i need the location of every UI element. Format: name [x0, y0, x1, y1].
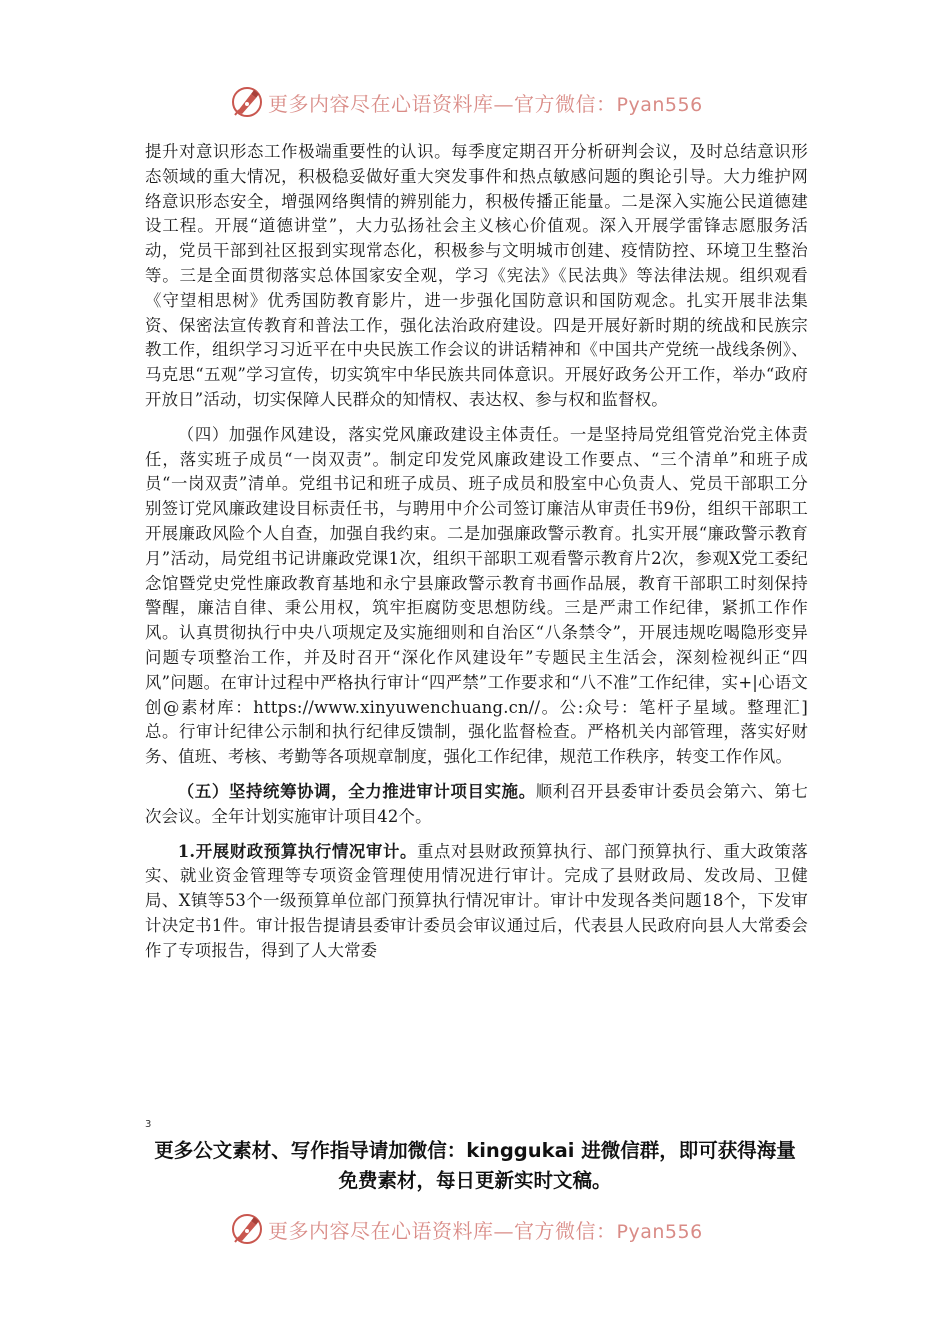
- document-body: [145, 140, 808, 964]
- header-banner-label: 更多内容尽在心语资料库—官方微信：: [268, 91, 617, 116]
- pen-nib-logo-icon: [230, 1212, 264, 1246]
- footer-banner: [0, 1211, 950, 1247]
- section-heading-five: （五）坚持统筹协调，全力推进审计项目实施。: [177, 781, 536, 801]
- footer-banner-text: [268, 1215, 703, 1244]
- pen-nib-logo-icon: [230, 85, 264, 119]
- subsection-heading-one: 1.开展财政预算执行情况审计。: [177, 841, 417, 861]
- footer-wechat-id: Pyan556: [616, 1220, 703, 1243]
- header-banner-text: [268, 88, 703, 117]
- footer-banner-label: 更多内容尽在心语资料库—官方微信：: [268, 1218, 617, 1243]
- header-banner: [0, 84, 950, 120]
- header-wechat-id: Pyan556: [616, 93, 703, 116]
- promo-text: 更多公文素材、写作指导请加微信：kinggukai 进微信群，即可获得海量免费素材，每日更新实时文稿。: [154, 1139, 796, 1192]
- page-marker: 3: [145, 1119, 152, 1130]
- paragraph-budget-audit: [145, 840, 808, 964]
- paragraph-audit-projects: [145, 780, 808, 830]
- paragraph-conduct: （四）加强作风建设，落实党风廉政建设主体责任。一是坚持局党组管党治党主体责任，落实班子成员“一岗双责”。制定印发党风廉政建设工作要点、“三个清单”和班子成员“一岗双责”清单。党组书记和班子成员、班子成员和股室中心负责人、党员干部职工分别签订党风廉政建设目标责任书，与聘用中介公司签订廉洁从审责任书9份，组织干部职工开展廉政风险个人自查，加强自我约束。二是加强廉政警示教育。扎实开展“廉政警示教育月”活动，局党组书记讲廉政党课1次，组织干部职工观看警示教育片2次，参观X党工委纪念馆暨党史党性廉政教育基地和永宁县廉政警示教育书画作品展，教育干部职工时刻保持警醒，廉洁自律、秉公用权，筑牢拒腐防变思想防线。三是严肃工作纪律，紧抓工作作风。认真贯彻执行中央八项规定及实施细则和自治区“八条禁令”，开展违规吃喝隐形变异问题专项整治工作，并及时召开“深化作风建设年”专题民主生活会，深刻检视纠正“四风”问题。在审计过程中严格执行审计“四严禁”工作要求和“八不准”工作纪律，实+|心语文创@素材库：https://www.xinyuwenchuang.cn//。公:众号：笔杆子星域。整理汇]总。行审计纪律公示制和执行纪律反馈制，强化监督检查。严格机关内部管理，落实好财务、值班、考核、考勤等各项规章制度，强化工作纪律，规范工作秩序，转变工作作风。: [145, 424, 808, 767]
- section-body-five: 顺利召开县委审计委员会第六、第七次会议。全年计划实施审计项目42个。: [145, 781, 808, 826]
- subsection-body-one: 重点对县财政预算执行、部门预算执行、重大政策落实、就业资金管理等专项资金管理使用情况进行审计。完成了县财政局、发改局、卫健局、X镇等53个一级预算单位部门预算执行情况审计。审计中发现各类问题18个，下发审计决定书1件。审计报告提请县委审计委员会审议通过后，代表县人民政府向县人大常委会作了专项报告，得到了人大常委: [145, 841, 808, 960]
- paragraph-ideology: 提升对意识形态工作极端重要性的认识。每季度定期召开分析研判会议，及时总结意识形态领域的重大情况，积极稳妥做好重大突发事件和热点敏感问题的舆论引导。大力维护网络意识形态安全，增强网络舆情的辨别能力，积极传播正能量。二是深入实施公民道德建设工程。开展“道德讲堂”，大力弘扬社会主义核心价值观。深入开展学雷锋志愿服务活动，党员干部到社区报到实现常态化，积极参与文明城市创建、疫情防控、环境卫生整治等。三是全面贯彻落实总体国家安全观，学习《宪法》《民法典》等法律法规。组织观看《守望相思树》优秀国防教育影片，进一步强化国防意识和国防观念。扎实开展非法集资、保密法宣传教育和普法工作，强化法治政府建设。四是开展好新时期的统战和民族宗教工作，组织学习习近平在中央民族工作会议的讲话精神和《中国共产党统一战线条例》、马克思“五观”学习宣传，切实筑牢中华民族共同体意识。开展好政务公开工作，举办“政府开放日”活动，切实保障人民群众的知情权、表达权、参与权和监督权。: [145, 142, 808, 409]
